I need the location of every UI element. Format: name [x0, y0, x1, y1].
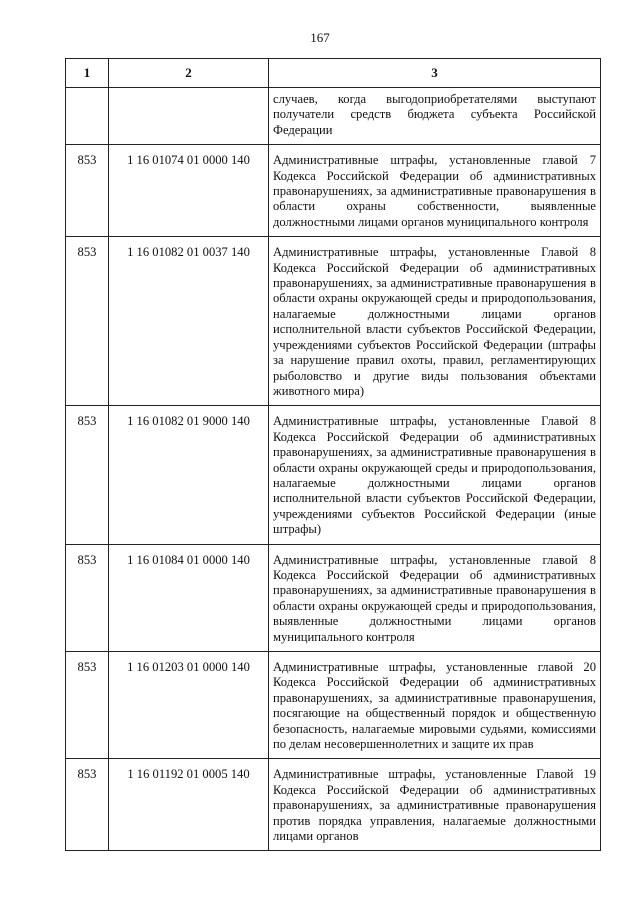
admin-code-cell: 853 — [66, 145, 109, 237]
table-row — [66, 237, 601, 406]
description-cell: Административные штрафы, установленные Главой 8 Кодекса Российской Федерации об административных правонарушениях, за административные правонарушения в области охраны окружающей среды и природопользования, налагаемые должностными лицами органов исполнительной власти субъектов Российской Федерации, учреждениями субъектов Российской Федерации (иные штрафы) — [269, 406, 601, 544]
table-row — [66, 88, 601, 145]
table-row — [66, 759, 601, 851]
budget-code-cell — [109, 88, 269, 145]
budget-code-cell: 1 16 01082 01 0037 140 — [109, 237, 269, 406]
table-header-row — [66, 59, 601, 88]
admin-code-cell: 853 — [66, 544, 109, 651]
budget-code-cell: 1 16 01082 01 9000 140 — [109, 406, 269, 544]
description-cell: Административные штрафы, установленные Главой 19 Кодекса Российской Федерации об административных правонарушениях, за административные правонарушения против порядка управления, налагаемые должностными лицами органов — [269, 759, 601, 851]
description-cell: Административные штрафы, установленные главой 7 Кодекса Российской Федерации об административных правонарушениях, за административные правонарушения в области охраны собственности, выявленные должностными лицами органов муниципального контроля — [269, 145, 601, 237]
page-number: 167 — [310, 30, 330, 45]
admin-code-cell: 853 — [66, 652, 109, 759]
admin-code-cell: 853 — [66, 406, 109, 544]
table-row — [66, 145, 601, 237]
budget-code-cell: 1 16 01192 01 0005 140 — [109, 759, 269, 851]
budget-code-table — [65, 58, 601, 851]
table-row — [66, 652, 601, 759]
description-cell: случаев, когда выгодоприобретателями выступают получатели средств бюджета субъекта Российской Федерации — [269, 88, 601, 145]
header-col-1: 1 — [66, 59, 109, 88]
description-cell: Административные штрафы, установленные главой 20 Кодекса Российской Федерации об административных правонарушениях, за административные правонарушения, посягающие на общественный порядок и общественную безопасность, налагаемые мировыми судьями, комиссиями по делам несовершеннолетних и защите их прав — [269, 652, 601, 759]
admin-code-cell: 853 — [66, 759, 109, 851]
admin-code-cell — [66, 88, 109, 145]
header-col-2: 2 — [109, 59, 269, 88]
table-row — [66, 544, 601, 651]
description-cell: Административные штрафы, установленные главой 8 Кодекса Российской Федерации об административных правонарушениях, за административные правонарушения в области охраны окружающей среды и природопользования, выявленные должностными лицами органов муниципального контроля — [269, 544, 601, 651]
budget-code-cell: 1 16 01084 01 0000 140 — [109, 544, 269, 651]
budget-code-cell: 1 16 01074 01 0000 140 — [109, 145, 269, 237]
admin-code-cell: 853 — [66, 237, 109, 406]
header-col-3: 3 — [269, 59, 601, 88]
budget-code-cell: 1 16 01203 01 0000 140 — [109, 652, 269, 759]
table-row — [66, 406, 601, 544]
description-cell: Административные штрафы, установленные Главой 8 Кодекса Российской Федерации об административных правонарушениях, за административные правонарушения в области охраны окружающей среды и природопользования, налагаемые должностными лицами органов исполнительной власти субъектов Российской Федерации, учреждениями субъектов Российской Федерации (штрафы за нарушение правил охоты, правил, регламентирующих рыболовство и другие виды пользования объектами животного мира) — [269, 237, 601, 406]
